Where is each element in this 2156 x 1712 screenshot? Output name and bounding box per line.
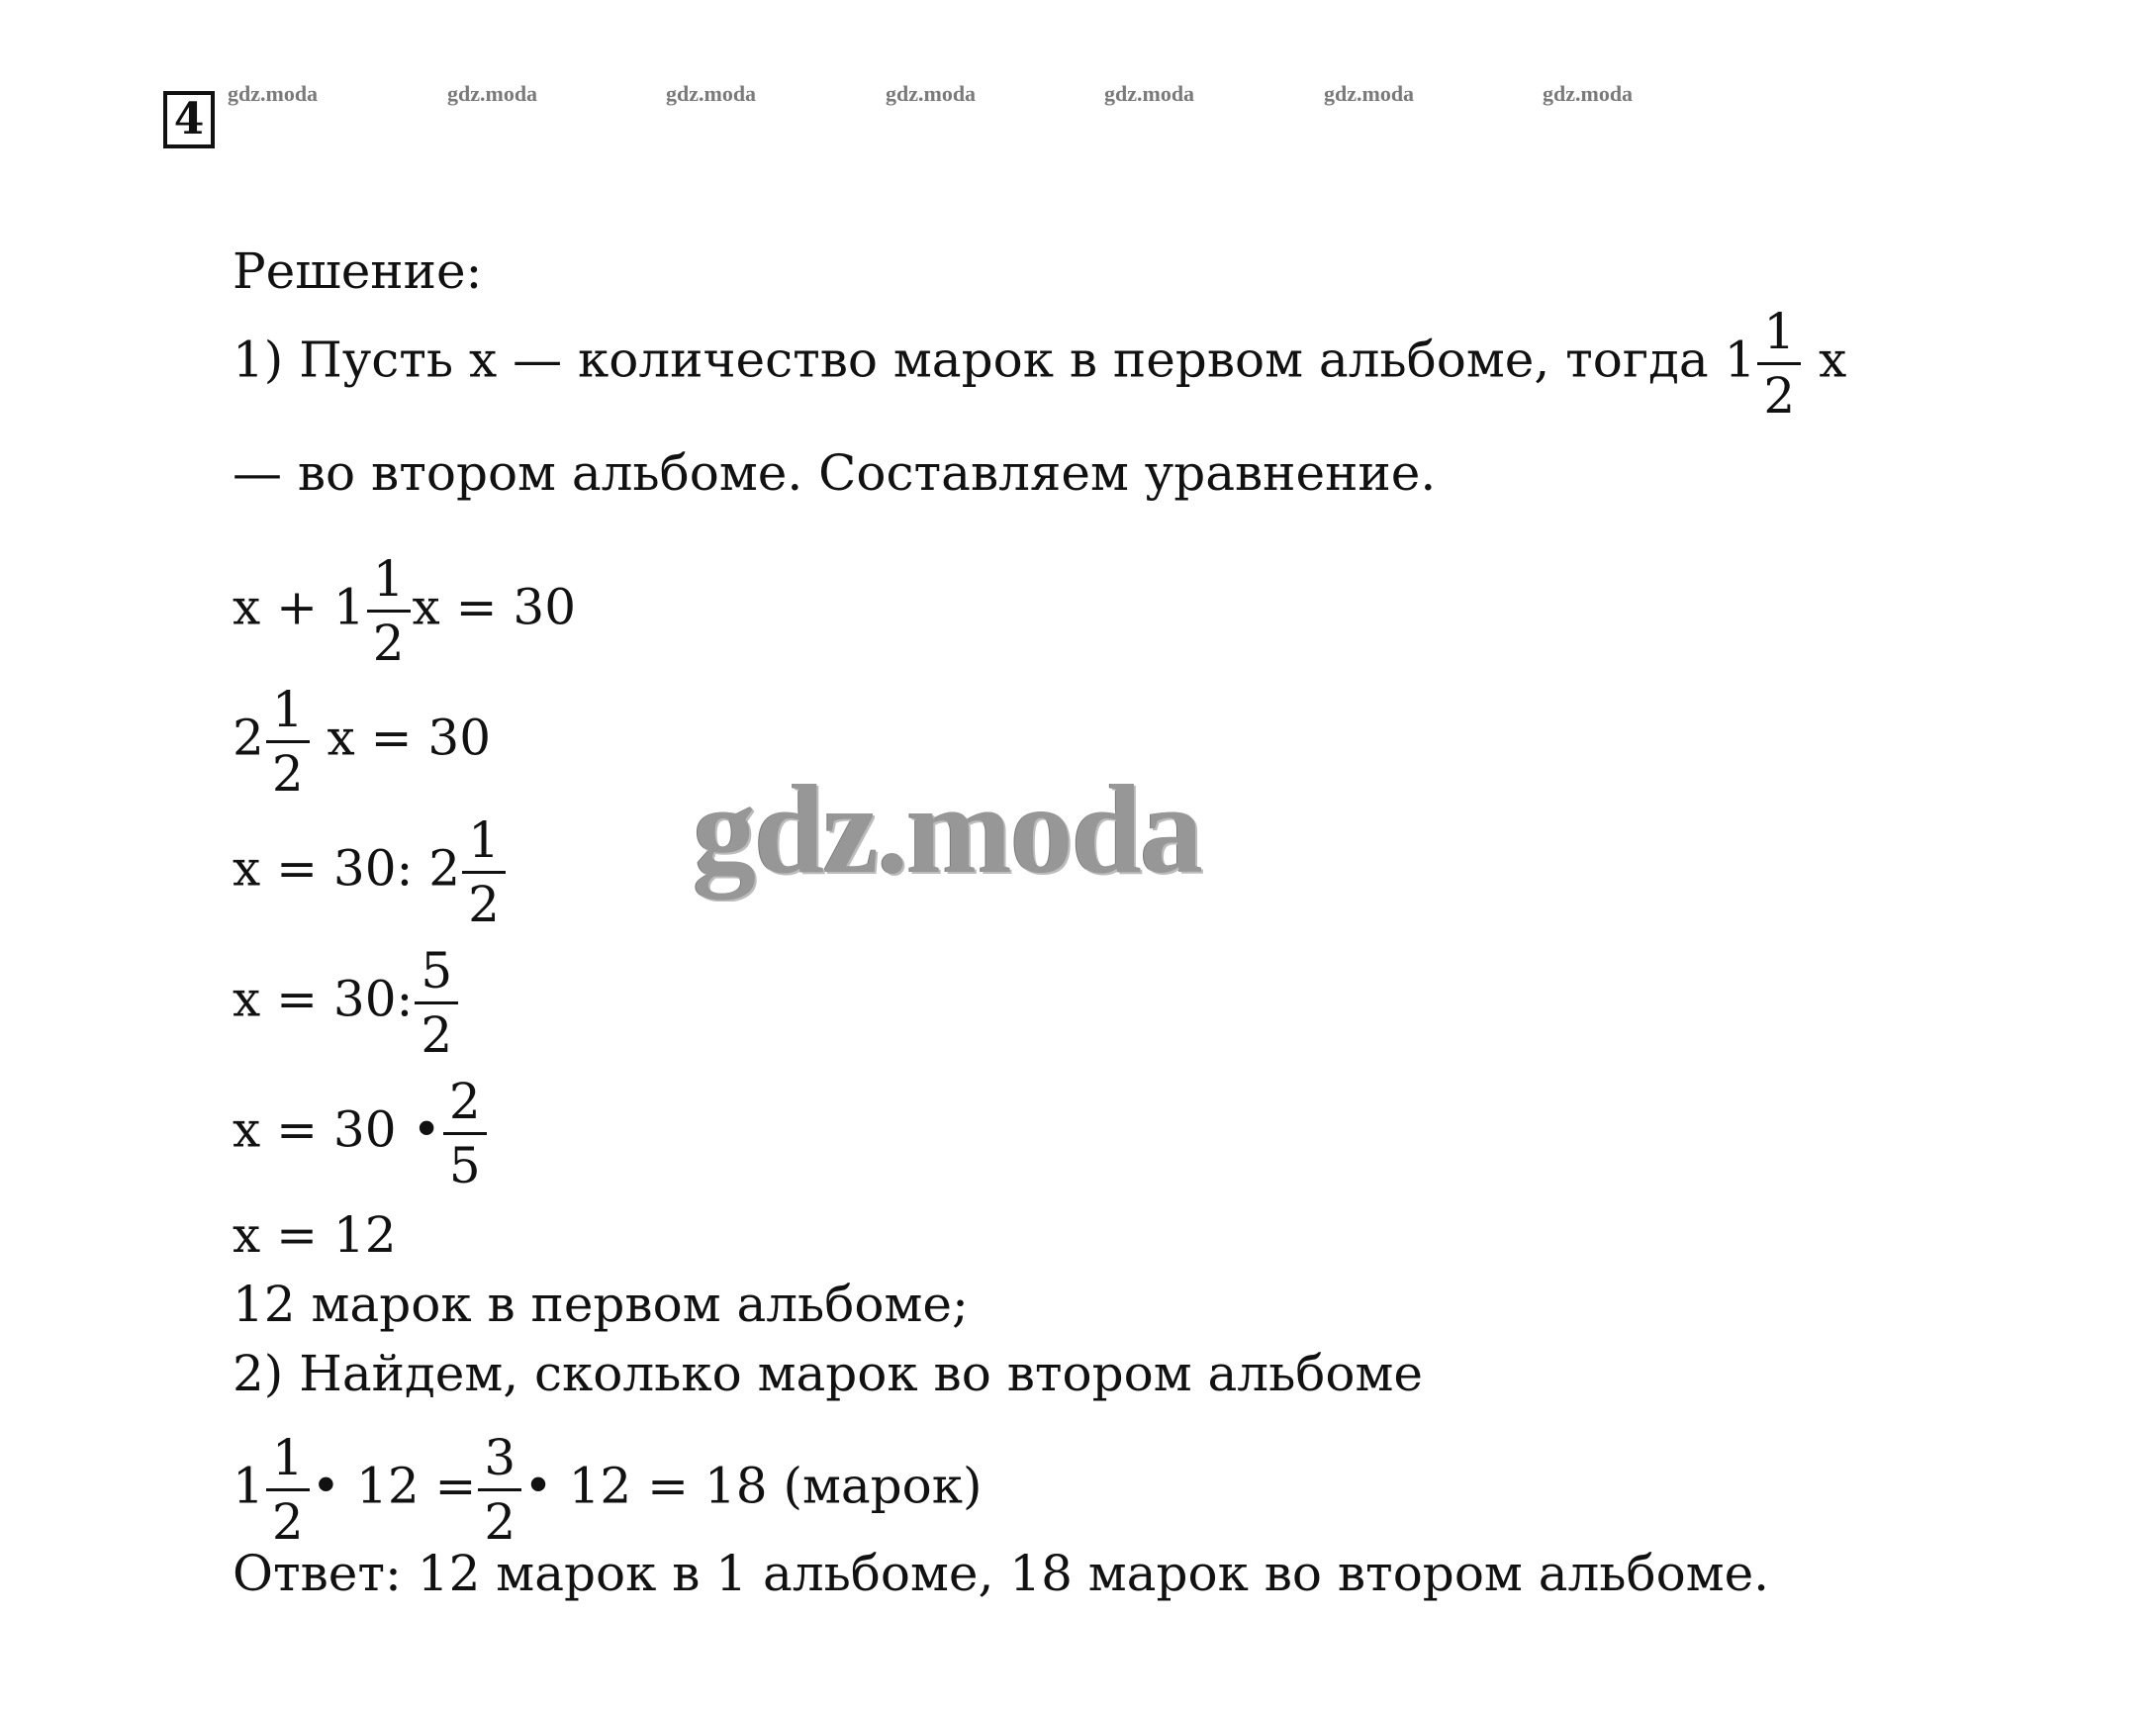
watermark-small: gdz.moda xyxy=(228,81,319,106)
watermark-small: gdz.moda xyxy=(1543,81,1634,106)
watermark-small: gdz.moda xyxy=(886,81,977,106)
denominator: 2 xyxy=(372,615,405,672)
numerator: 3 xyxy=(478,1433,521,1491)
denominator: 2 xyxy=(271,745,304,803)
watermark-small: gdz.moda xyxy=(447,81,538,106)
denominator: 2 xyxy=(271,1493,304,1551)
equation-text: x = 30: 2 xyxy=(233,839,461,898)
numerator: 1 xyxy=(462,815,506,874)
denominator: 2 xyxy=(468,876,500,933)
equation-text: x + 1 xyxy=(233,578,365,636)
equation-text: x = 30 • xyxy=(233,1100,441,1159)
equation-2 xyxy=(233,681,492,803)
step1-text-var: x xyxy=(1803,331,1847,389)
numerator: 1 xyxy=(266,1433,310,1491)
solution-heading: Решение: xyxy=(233,242,483,300)
denominator: 2 xyxy=(484,1493,516,1551)
watermark-large: gdz.moda xyxy=(693,759,1201,900)
equation-1 xyxy=(233,550,577,672)
equation-text: 2 xyxy=(233,709,264,767)
equation-text: x = 30: xyxy=(233,970,414,1028)
denominator: 2 xyxy=(1763,367,1796,425)
equation-3 xyxy=(233,811,508,933)
step1-text: 1) Пусть x — количество марок в первом альбоме, тогда 1 xyxy=(233,331,1756,389)
denominator: 2 xyxy=(421,1006,453,1064)
equation-4 xyxy=(233,942,460,1064)
watermark-small: gdz.moda xyxy=(666,81,757,106)
equation-text: x = 30 xyxy=(311,709,492,767)
answer-line: Ответ: 12 марок в 1 альбоме, 18 марок во втором альбоме. xyxy=(233,1545,1770,1602)
denominator: 5 xyxy=(448,1137,481,1194)
calc-text: • 12 = 18 (марок) xyxy=(523,1457,983,1515)
watermark-small: gdz.moda xyxy=(1104,81,1195,106)
equation-5 xyxy=(233,1073,489,1194)
task-number-box: 4 xyxy=(163,91,215,148)
fraction xyxy=(367,550,411,672)
step1-result: 12 марок в первом альбоме; xyxy=(233,1276,969,1333)
numerator: 1 xyxy=(266,685,310,743)
numerator: 1 xyxy=(367,554,411,613)
calc-text: • 12 = xyxy=(311,1457,477,1515)
fraction xyxy=(443,1073,487,1194)
numerator: 1 xyxy=(1757,307,1801,365)
fraction xyxy=(415,942,458,1064)
step2-line: 2) Найдем, сколько марок во втором альбоме xyxy=(233,1345,1423,1402)
watermark-small: gdz.moda xyxy=(1324,81,1415,106)
step1-line xyxy=(233,303,1847,425)
step1-line-2: — во втором альбоме. Составляем уравнение. xyxy=(233,444,1437,502)
calculation-line xyxy=(233,1429,983,1551)
fraction xyxy=(462,811,506,933)
equation-6: x = 12 xyxy=(233,1206,397,1264)
fraction xyxy=(266,1429,310,1551)
fraction xyxy=(266,681,310,803)
equation-text: x = 30 xyxy=(412,578,577,636)
numerator: 2 xyxy=(443,1077,487,1135)
fraction xyxy=(478,1429,521,1551)
fraction xyxy=(1757,303,1801,425)
numerator: 5 xyxy=(415,946,458,1004)
calc-text: 1 xyxy=(233,1457,264,1515)
